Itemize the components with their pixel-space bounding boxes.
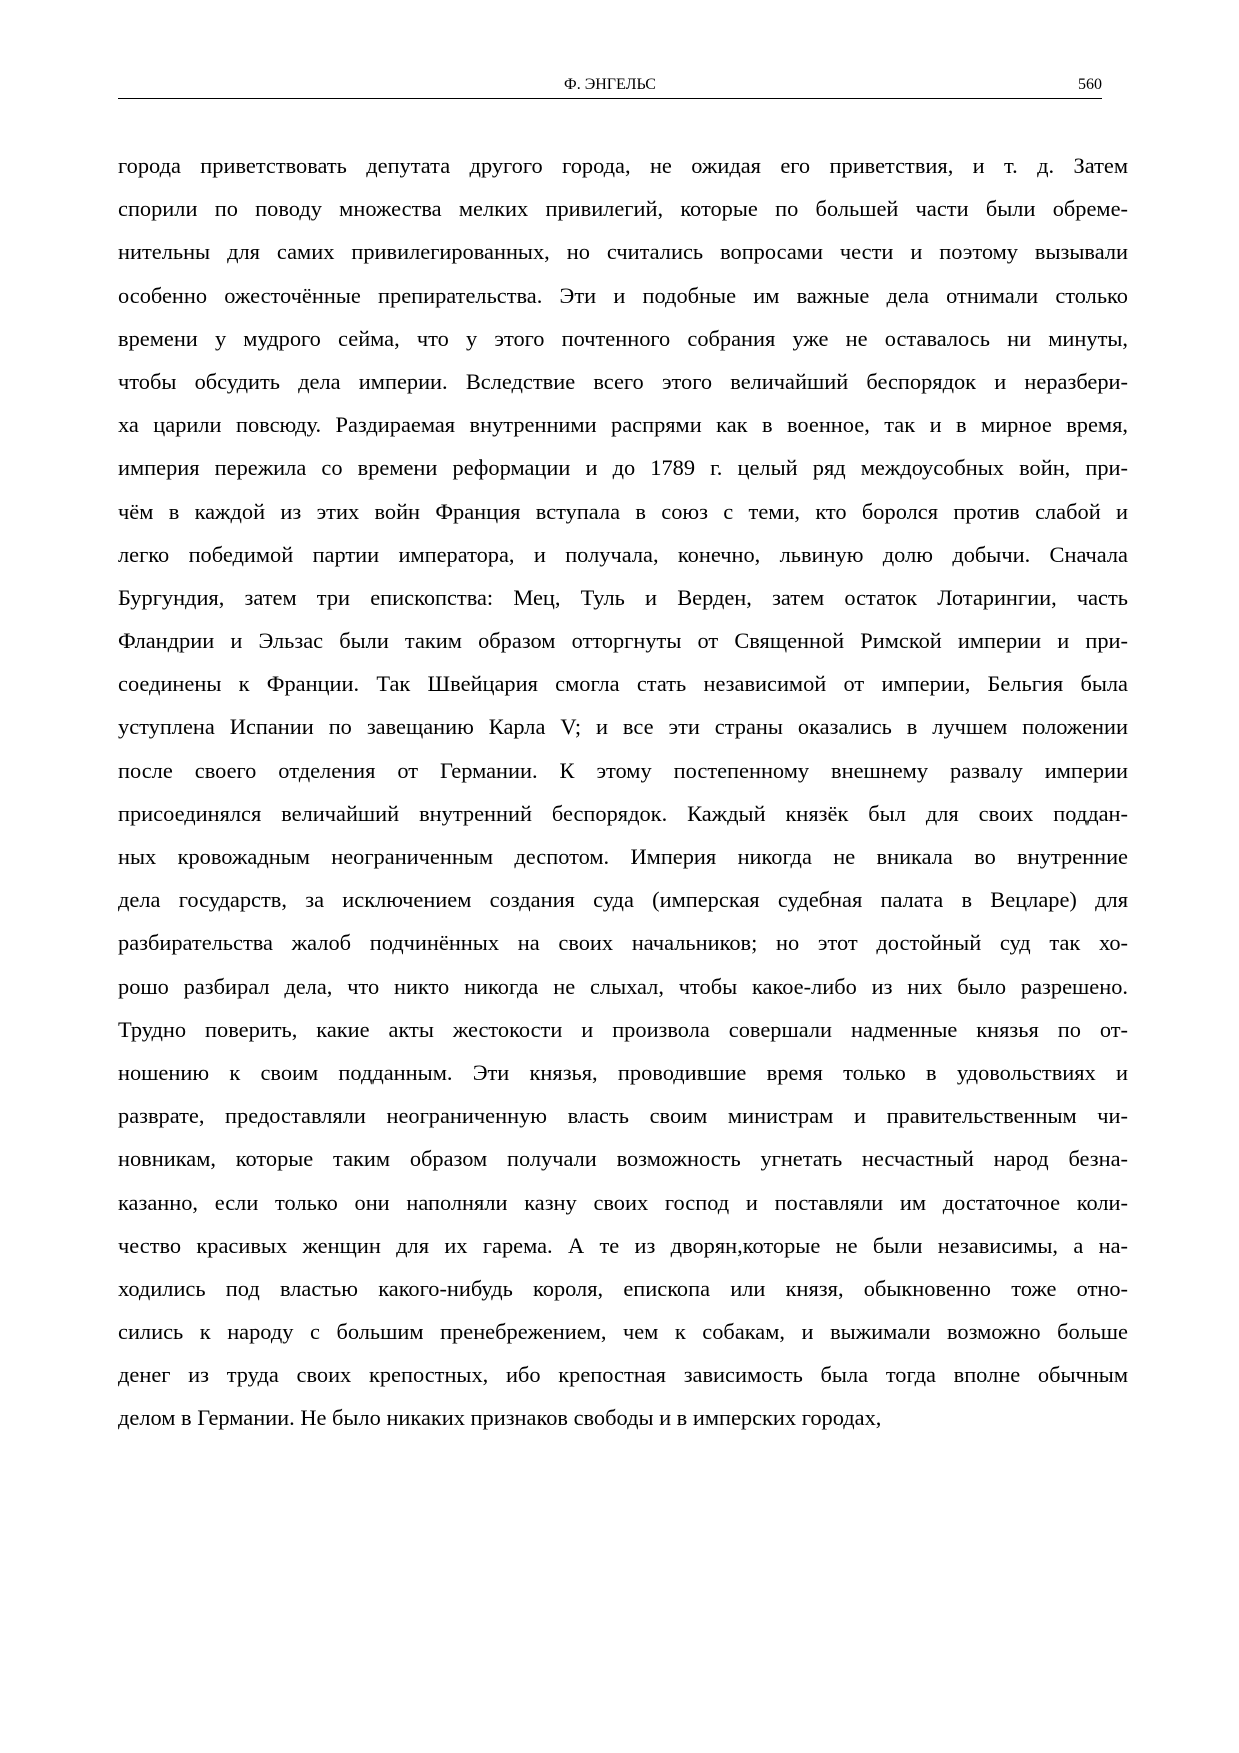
text-line: денег из труда своих крепостных, ибо крепостная зависимость была тогда вполне обычным — [118, 1362, 1128, 1388]
text-line: спорили по поводу множества мелких привилегий, которые по большей части были обреме- — [118, 196, 1128, 222]
header-title: Ф. ЭНГЕЛЬС — [564, 76, 656, 93]
text-line: уступлена Испании по завещанию Карла V; и все эти страны оказались в лучшем положении — [118, 714, 1128, 740]
text-line: ходились под властью какого-нибудь короля, епископа или князя, обыкновенно тоже отно- — [118, 1275, 1128, 1301]
text-line: чём в каждой из этих войн Франция вступала в союз с теми, кто боролся против слабой и — [118, 498, 1128, 524]
text-line: нительны для самих привилегированных, но считались вопросами чести и поэтому вызывали — [118, 239, 1128, 265]
text-line: особенно ожесточённые препирательства. Эти и подобные им важные дела отнимали столько — [118, 282, 1128, 308]
text-line: казанно, если только они наполняли казну своих господ и поставляли им достаточное коли- — [118, 1189, 1128, 1215]
text-line: присоединялся величайший внутренний беспорядок. Каждый князёк был для своих поддан- — [118, 800, 1128, 826]
text-line: легко победимой партии императора, и получала, конечно, львиную долю добычи. Сначала — [118, 541, 1128, 567]
text-line: разврате, предоставляли неограниченную власть своим министрам и правительственным чи- — [118, 1103, 1128, 1129]
text-line: делом в Германии. Не было никаких признаков свободы и в имперских городах, — [118, 1405, 882, 1431]
text-line: сились к народу с большим пренебрежением, чем к собакам, и выжимали возможно больше — [118, 1319, 1128, 1345]
text-line: Трудно поверить, какие акты жестокости и произвола совершали надменные князья по от- — [118, 1016, 1128, 1042]
text-line: соединены к Франции. Так Швейцария смогла стать независимой от империи, Бельгия была — [118, 671, 1128, 697]
text-line: ных кровожадным неограниченным деспотом. Империя никогда не вникала во внутренние — [118, 844, 1128, 869]
text-line: чтобы обсудить дела империи. Вследствие всего этого величайший беспорядок и неразбери- — [118, 368, 1128, 394]
text-line: новникам, которые таким образом получали возможность угнетать несчастный народ безна- — [118, 1146, 1128, 1172]
text-line: чество красивых женщин для их гарема. А те из дворян,которые не были независимы, а на- — [118, 1232, 1128, 1258]
text-line: ношению к своим подданным. Эти князья, проводившие время только в удовольствиях и — [118, 1059, 1128, 1085]
text-line: Фландрии и Эльзас были таким образом отторгнуты от Священной Римской империи и при- — [118, 628, 1128, 654]
text-line: разбирательства жалоб подчинённых на своих начальников; но этот достойный суд так хо- — [118, 930, 1128, 956]
text-line: Бургундия, затем три епископства: Мец, Туль и Верден, затем остаток Лотарингии, часть — [118, 584, 1128, 610]
running-header — [118, 74, 1102, 99]
text-line: рошо разбирал дела, что никто никогда не слыхал, чтобы какое-либо из них было разрешено. — [118, 973, 1128, 999]
page-number: 560 — [1078, 76, 1102, 93]
text-line: времени у мудрого сейма, что у этого почтенного собрания уже не оставалось ни минуты, — [118, 325, 1128, 351]
text-line: ха царили повсюду. Раздираемая внутренними распрями как в военное, так и в мирное время, — [118, 412, 1128, 438]
body-text — [118, 144, 1128, 1440]
text-line: города приветствовать депутата другого города, не ожидая его приветствия, и т. д. Затем — [118, 153, 1128, 178]
text-line: империя пережила со времени реформации и до 1789 г. целый ряд междоусобных войн, при- — [118, 455, 1128, 481]
text-line: дела государств, за исключением создания суда (имперская судебная палата в Вецларе) для — [118, 887, 1128, 913]
text-line: после своего отделения от Германии. К этому постепенному внешнему развалу империи — [118, 757, 1128, 783]
